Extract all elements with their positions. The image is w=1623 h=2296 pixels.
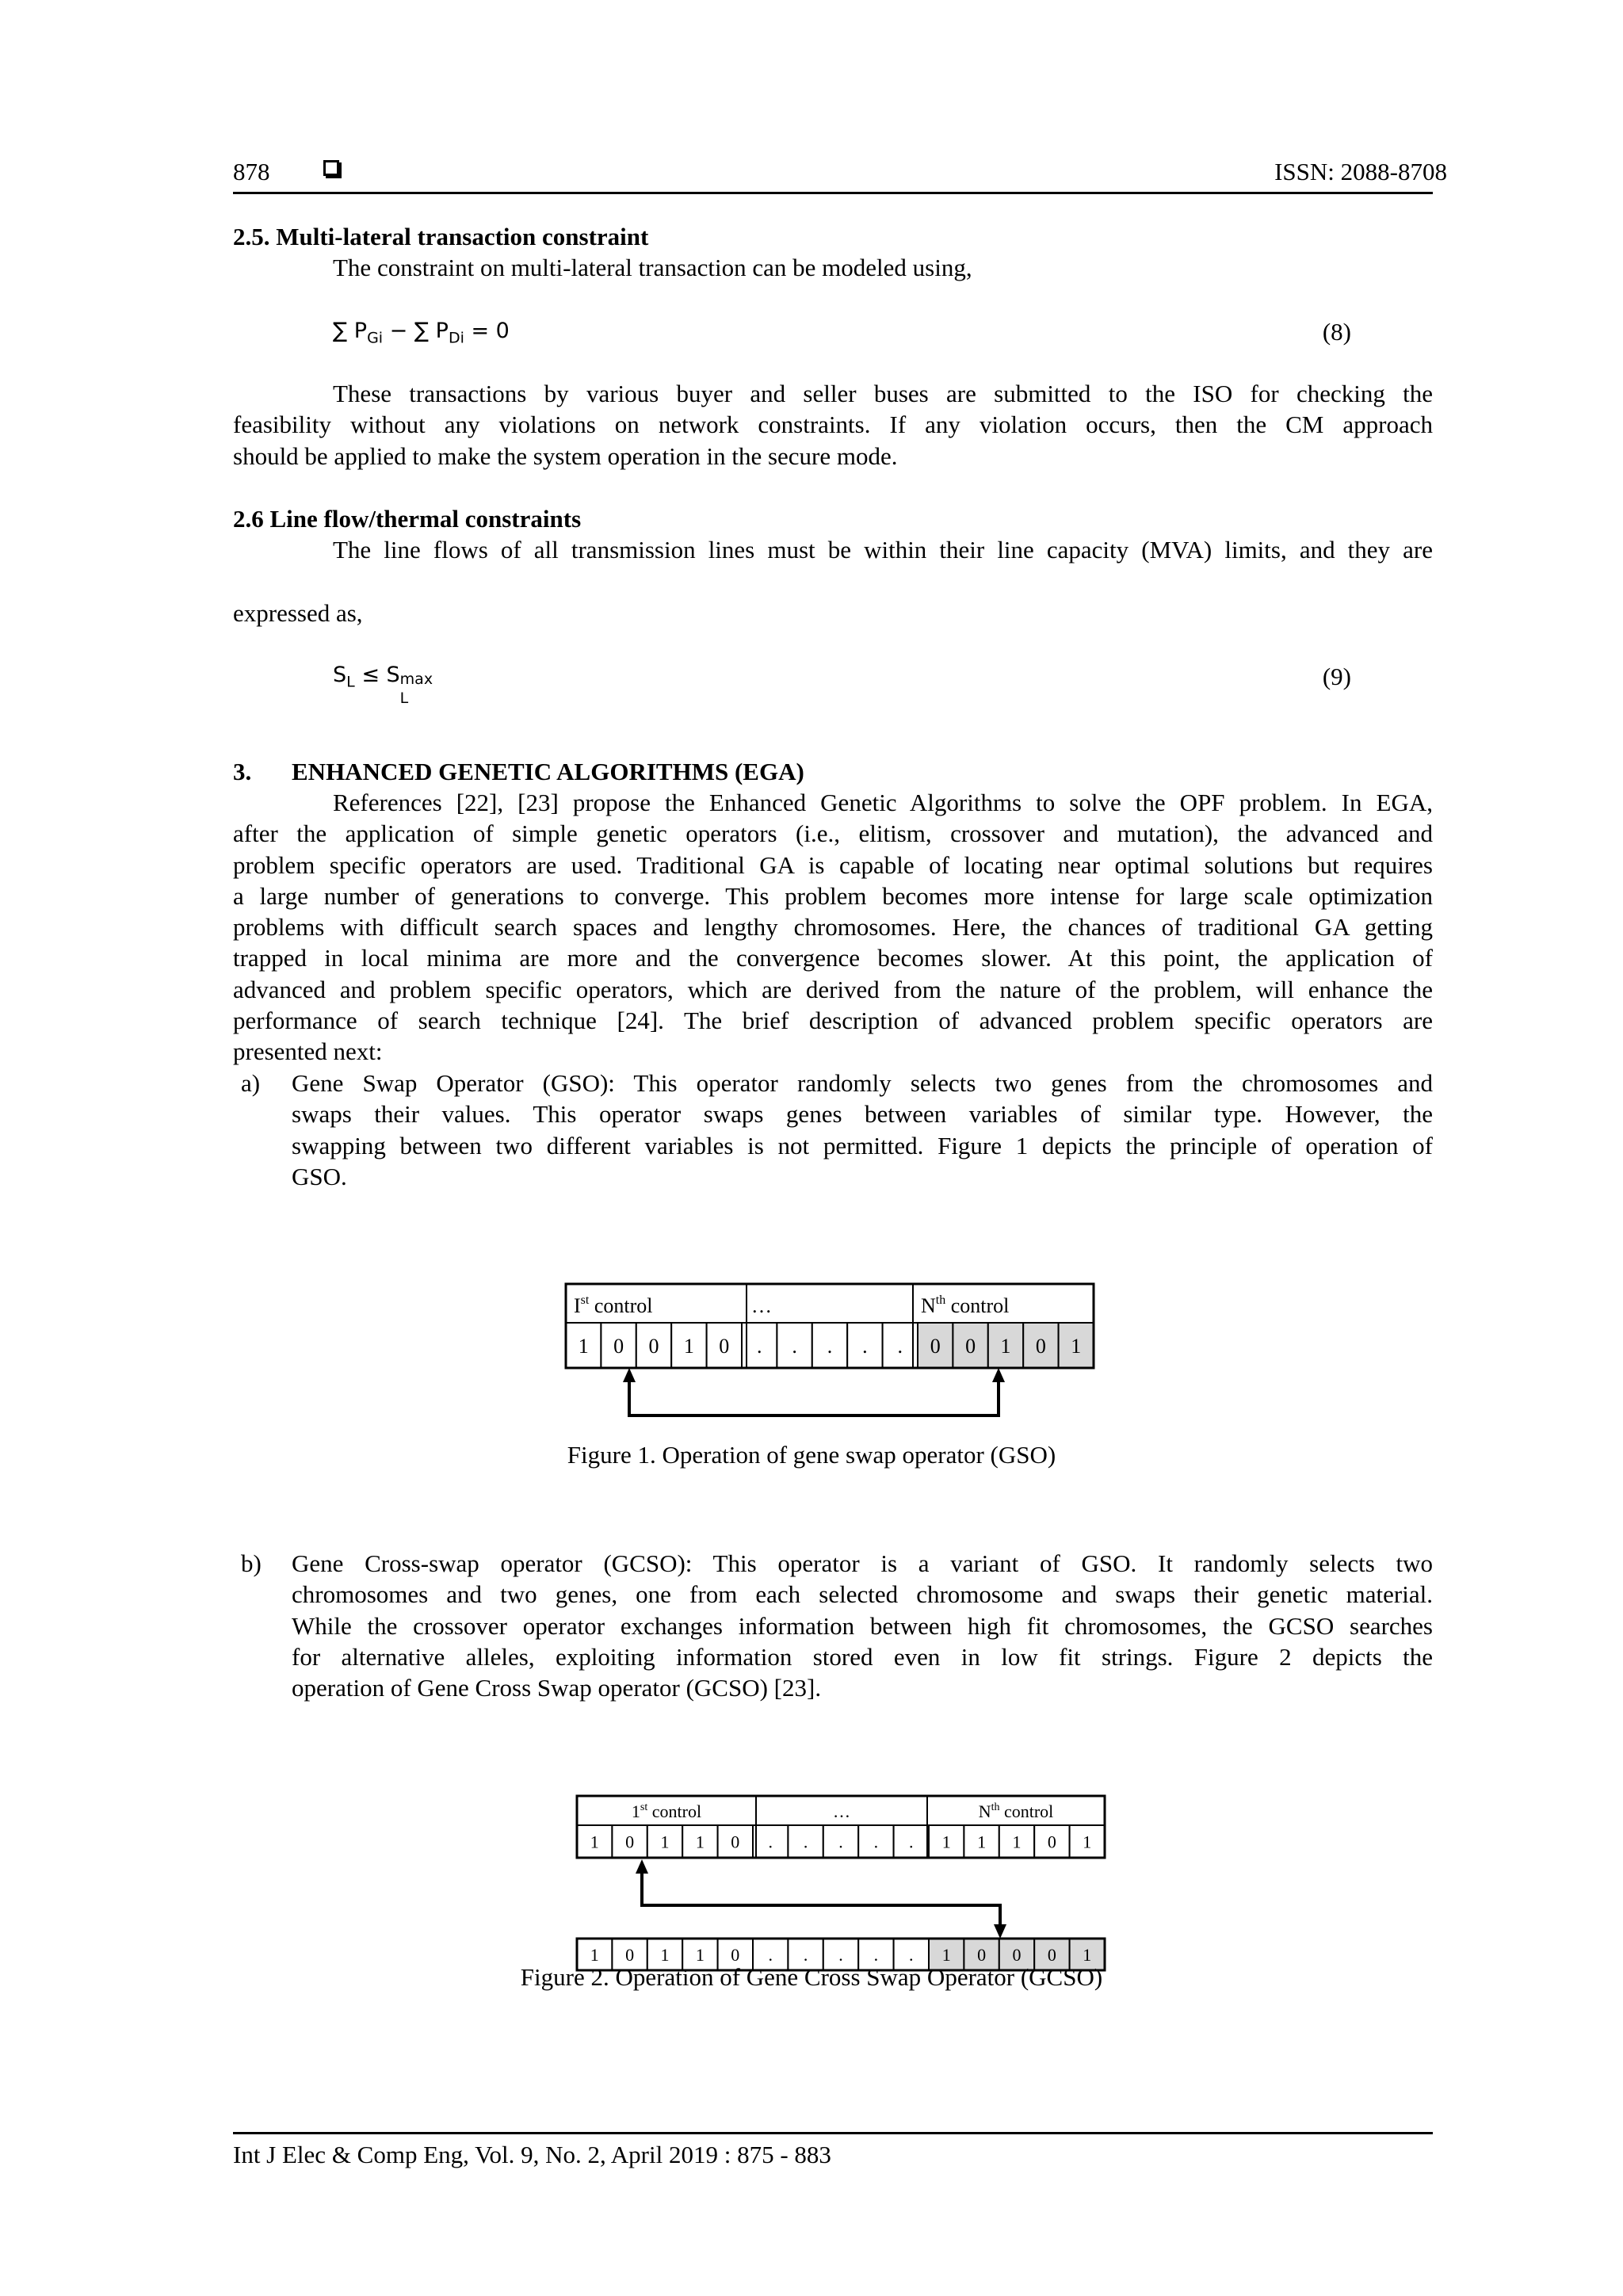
gene-value: 0 xyxy=(648,1334,659,1358)
gene-value: 0 xyxy=(1047,1944,1056,1965)
journal-issn: ISSN: 2088-8708 xyxy=(1274,158,1447,185)
figure-1-arrowhead-left xyxy=(623,1368,636,1382)
figure-2-arrowhead-up xyxy=(636,1859,648,1874)
text-line: Gene Cross-swap operator (GCSO): This operator is a variant of GSO. It randomly selects two xyxy=(292,1549,1433,1577)
gene-value: 1 xyxy=(590,1944,599,1965)
text-line: While the crossover operator exchanges information between high fit chromosomes, the GCSO searches xyxy=(292,1611,1433,1640)
section-2-6-heading: 2.6 Line flow/thermal constraints xyxy=(233,505,582,533)
gene-value: . xyxy=(838,1832,843,1852)
gene-value: 0 xyxy=(719,1334,730,1358)
text-line: Gene Swap Operator (GSO): This operator randomly selects two genes from the chromosomes and xyxy=(292,1069,1433,1097)
figure-1-diagram xyxy=(555,1278,1109,1420)
figure-1-last-control-label: $N^{th}$ control xyxy=(921,1293,1010,1317)
gene-value: . xyxy=(803,1944,808,1965)
gene-value: 1 xyxy=(1000,1334,1011,1358)
gene-value: 1 xyxy=(683,1334,694,1358)
section-3-title: ENHANCED GENETIC ALGORITHMS (EGA) xyxy=(292,758,804,785)
text-line: advanced and problem specific operators, which are derived from the nature of the problem, will enhance the xyxy=(233,975,1433,1003)
gene-value: 0 xyxy=(1012,1944,1022,1965)
figure-2-top-gene-cells xyxy=(577,1825,1105,1858)
gene-value: 1 xyxy=(660,1944,670,1965)
figure-1-first-control-label: Ist control xyxy=(574,1293,653,1317)
list-item-a xyxy=(292,1068,1433,1192)
gene-value: . xyxy=(827,1334,833,1358)
gene-value: 1 xyxy=(941,1944,951,1965)
gene-value: 1 xyxy=(1012,1832,1022,1852)
gene-value: . xyxy=(873,1832,879,1852)
gene-value: 1 xyxy=(941,1832,951,1852)
text-line: after the application of simple genetic operators (i.e., elitism, crossover and mutation), the advanced and xyxy=(233,819,1433,848)
gene-value: . xyxy=(768,1832,773,1852)
gene-value: 0 xyxy=(965,1334,976,1358)
text-line: for alternative alleles, exploiting information stored even in low fit strings. Figure 2 depicts the xyxy=(292,1642,1433,1671)
gene-value: . xyxy=(909,1944,914,1965)
figure-1-caption: Figure 1. Operation of gene swap operator (GSO) xyxy=(567,1441,1056,1469)
equation-9: $S_L \le S$ max L xyxy=(333,663,433,707)
gene-value: 0 xyxy=(731,1944,740,1965)
gene-value: 0 xyxy=(625,1944,635,1965)
gene-value: . xyxy=(873,1944,879,1965)
section-2-5-paragraph xyxy=(233,378,1433,472)
gene-value: 1 xyxy=(1083,1944,1092,1965)
text-line: performance of search technique [24]. The brief description of advanced problem specific operators are xyxy=(233,1007,1433,1035)
gene-value: 1 xyxy=(977,1832,987,1852)
gene-value: 0 xyxy=(977,1944,987,1965)
gene-value: 0 xyxy=(1035,1334,1046,1358)
text-line: swaps their values. This operator swaps genes between variables of similar type. However, the xyxy=(292,1100,1433,1129)
gene-value: 1 xyxy=(695,1832,705,1852)
figure-1-arrowhead-right xyxy=(992,1368,1005,1382)
section-3-number: 3. xyxy=(233,758,252,785)
gene-value: . xyxy=(803,1832,808,1852)
square-bullet-icon xyxy=(323,160,339,176)
figure-2-last-control-label: $N^{th}$ control xyxy=(978,1801,1054,1821)
list-marker-a: a) xyxy=(241,1069,261,1097)
footer-citation: Int J Elec & Comp Eng, Vol. 9, No. 2, April 2019 : 875 - 883 xyxy=(233,2141,831,2168)
figure-1-ellipsis: … xyxy=(751,1294,772,1317)
gene-value: 0 xyxy=(625,1832,635,1852)
gene-value: . xyxy=(768,1944,773,1965)
gene-value: 1 xyxy=(578,1334,589,1358)
gene-value: 1 xyxy=(590,1832,599,1852)
gene-value: 0 xyxy=(1047,1832,1056,1852)
figure-2-diagram xyxy=(571,1785,1109,1986)
figure-1-gene-cells xyxy=(566,1323,1094,1368)
text-line: operation of Gene Cross Swap operator (GCSO) [23]. xyxy=(292,1674,822,1702)
list-item-b xyxy=(292,1548,1433,1703)
text-line: These transactions by various buyer and seller buses are submitted to the ISO for checking the xyxy=(333,380,1433,407)
figure-2-caption: Figure 2. Operation of Gene Cross Swap Operator (GCSO) xyxy=(520,1963,1103,1991)
gene-value: 0 xyxy=(613,1334,624,1358)
footer-rule xyxy=(233,2132,1433,2134)
text-line: trapped in local minima are more and the convergence becomes slower. At this point, the application of xyxy=(233,944,1433,972)
text-line: presented next: xyxy=(233,1037,383,1066)
section-2-5-intro: The constraint on multi-lateral transaction can be modeled using, xyxy=(333,254,972,281)
gene-value: . xyxy=(897,1334,903,1358)
equation-9-number: (9) xyxy=(1322,663,1351,690)
text-line: swapping between two different variables is not permitted. Figure 1 depicts the principle of operation of xyxy=(292,1131,1433,1159)
gene-value: . xyxy=(909,1832,914,1852)
text-line: problem specific operators are used. Traditional GA is capable of locating near optimal solutions but requires xyxy=(233,850,1433,879)
section-2-6-continuation: expressed as, xyxy=(233,599,363,627)
gene-value: . xyxy=(756,1334,762,1358)
section-3-paragraph xyxy=(233,787,1433,1068)
gene-value: 1 xyxy=(1083,1832,1092,1852)
text-line: chromosomes and two genes, one from each selected chromosome and swaps their genetic material. xyxy=(292,1580,1433,1609)
gene-value: . xyxy=(862,1334,868,1358)
text-line: References [22], [23] propose the Enhanced Genetic Algorithms to solve the OPF problem. In EGA, xyxy=(333,789,1433,816)
text-line: a large number of generations to converge. This problem becomes more intense for large scale optimization xyxy=(233,881,1433,910)
equation-8-number: (8) xyxy=(1322,318,1351,346)
gene-value: 1 xyxy=(695,1944,705,1965)
section-2-5-heading: 2.5. Multi-lateral transaction constraint xyxy=(233,223,649,250)
figure-2-cross-swap-connector xyxy=(642,1869,1000,1927)
section-2-6-intro: The line flows of all transmission lines must be within their line capacity (MVA) limits, and they are xyxy=(333,536,1433,563)
gene-value: . xyxy=(838,1944,843,1965)
gene-value: 1 xyxy=(660,1832,670,1852)
header-rule xyxy=(233,192,1433,194)
text-line: problems with difficult search spaces and lengthy chromosomes. Here, the chances of traditional GA getting xyxy=(233,913,1433,942)
figure-2-first-control-label: 1st control xyxy=(631,1801,702,1821)
gene-value: 1 xyxy=(1071,1334,1082,1358)
gene-value: . xyxy=(792,1334,797,1358)
gene-value: 0 xyxy=(731,1832,740,1852)
figure-2-arrowhead-down xyxy=(994,1924,1006,1939)
text-line: GSO. xyxy=(292,1162,347,1190)
list-marker-b: b) xyxy=(241,1549,262,1577)
text-line: should be applied to make the system operation in the secure mode. xyxy=(233,441,898,470)
figure-2-ellipsis: … xyxy=(833,1801,850,1821)
page-number: 878 xyxy=(233,158,270,185)
text-line: feasibility without any violations on network constraints. If any violation occurs, then the CM approach xyxy=(233,411,1433,439)
figure-1-swap-connector xyxy=(629,1377,999,1415)
gene-value: 0 xyxy=(930,1334,941,1358)
equation-8: ∑ $P_{Gi}$ − ∑ $P_{Di} = 0$ xyxy=(333,319,510,347)
